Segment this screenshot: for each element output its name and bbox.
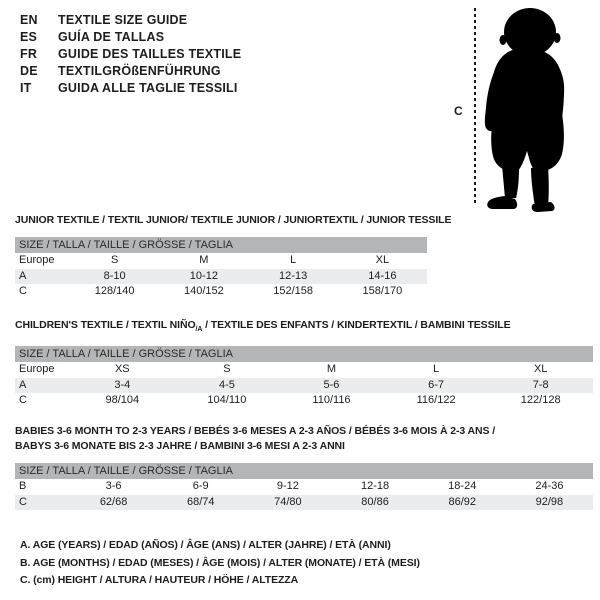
table-cell: 68/74 <box>186 495 215 508</box>
table-cell: 4-5 <box>218 378 235 391</box>
table-cell: 5-6 <box>323 378 340 391</box>
language-row-es <box>20 29 241 46</box>
language-header <box>20 12 241 97</box>
junior-textile-table <box>15 237 427 300</box>
table-cell: 6-7 <box>428 378 445 391</box>
table-cell: 116/122 <box>416 394 456 407</box>
table-cell: 98/104 <box>105 394 140 407</box>
title-part: / TEXTILE DES ENFANTS / KINDERTEXTIL / BAMBINI TESSILE <box>202 319 511 331</box>
table-cell: 14-16 <box>368 269 397 282</box>
table-cell: 8-10 <box>103 269 126 282</box>
table-cell: 6-9 <box>192 480 209 492</box>
table-row-age <box>15 269 427 285</box>
table-cell: M <box>326 363 337 376</box>
size-header-row: SIZE / TALLA / TAILLE / GRÖSSE / TAGLIA <box>15 237 427 253</box>
babies-title-line1: BABIES 3-6 MONTH TO 2-3 YEARS / BEBÉS 3-6 MESES A 2-3 AÑOS / BÉBÉS 3-6 MOIS À 2-3 ANS / <box>15 425 496 437</box>
language-code: IT <box>20 81 32 95</box>
language-title: TEXTILGRÖßENFÜHRUNG <box>58 64 221 78</box>
childrens-textile-title <box>15 318 593 337</box>
table-cell: M <box>199 254 209 266</box>
table-cell: L <box>290 254 297 266</box>
table-cell: 80/86 <box>361 495 389 508</box>
table-cell: XL <box>375 254 390 266</box>
table-cell: 3-6 <box>105 480 122 492</box>
language-row-fr <box>20 46 241 63</box>
table-cell: 12-18 <box>361 480 390 492</box>
table-cell: 152/158 <box>273 285 313 297</box>
row-label: C <box>19 285 27 297</box>
table-cell: L <box>433 363 440 376</box>
table-row-height <box>15 284 427 300</box>
footnote-c: C. (cm) HEIGHT / ALTURA / HAUTEUR / HÖHE / ALTEZZA <box>20 574 299 586</box>
table-cell: 18-24 <box>448 480 477 492</box>
size-header-row: SIZE / TALLA / TAILLE / GRÖSSE / TAGLIA <box>15 463 593 479</box>
baby-silhouette <box>480 6 576 212</box>
junior-textile-section <box>15 213 593 300</box>
table-row-age-months <box>15 479 593 495</box>
footnote-a: A. AGE (YEARS) / EDAD (AÑOS) / ÂGE (ANS) / ALTER (JAHRE) / ETÀ (ANNI) <box>20 539 391 551</box>
language-title: TEXTILE SIZE GUIDE <box>58 13 188 27</box>
table-cell: 128/140 <box>94 285 135 297</box>
row-label: Europe <box>19 363 55 376</box>
babies-table <box>15 463 593 510</box>
height-measure-label: C <box>454 104 463 118</box>
table-cell: 86/92 <box>448 495 476 508</box>
table-cell: 24-36 <box>535 480 564 492</box>
language-row-en <box>20 12 241 29</box>
table-row-height <box>15 495 593 511</box>
table-cell: 122/128 <box>520 394 561 407</box>
table-cell: 110/116 <box>312 394 351 407</box>
childrens-textile-section <box>15 318 593 409</box>
table-cell: 10-12 <box>189 269 218 282</box>
table-cell: S <box>110 254 119 266</box>
table-cell: 9-12 <box>276 480 299 492</box>
babies-section <box>15 424 593 510</box>
footnotes <box>20 537 420 590</box>
row-label: Europe <box>19 254 55 266</box>
table-row-age <box>15 378 593 394</box>
table-cell: 3-4 <box>114 378 131 391</box>
junior-textile-title: JUNIOR TEXTILE / TEXTIL JUNIOR/ TEXTILE JUNIOR / JUNIORTEXTIL / JUNIOR TESSILE <box>15 214 452 226</box>
title-subscript: /A <box>195 326 203 334</box>
table-row-europe <box>15 253 427 269</box>
table-row-height <box>15 393 593 409</box>
table-cell: 12-13 <box>279 269 308 282</box>
language-code: EN <box>20 13 38 27</box>
table-cell: 62/68 <box>99 495 128 508</box>
row-label: C <box>19 495 27 508</box>
language-title: GUÍA DE TALLAS <box>58 30 165 44</box>
table-cell: 140/152 <box>183 285 224 297</box>
title-part: CHILDREN'S TEXTILE / TEXTIL NIÑO <box>15 319 196 331</box>
table-cell: 74/80 <box>274 495 302 508</box>
height-measure-dashed-line <box>474 8 476 206</box>
table-cell: 7-8 <box>532 378 549 391</box>
table-cell: S <box>223 363 231 376</box>
language-title: GUIDA ALLE TAGLIE TESSILI <box>58 81 238 95</box>
babies-title-line2: BABYS 3-6 MONATE BIS 2-3 JAHRE / BAMBINI 3-6 MESI A 2-3 ANNI <box>15 440 345 452</box>
language-title: GUIDE DES TAILLES TEXTILE <box>58 47 242 61</box>
row-label: C <box>19 394 27 407</box>
footnote-b: B. AGE (MONTHS) / EDAD (MESES) / ÂGE (MOIS) / ALTER (MONATE) / ETÀ (MESI) <box>20 556 420 569</box>
language-code: DE <box>20 64 38 78</box>
row-label: A <box>19 378 27 391</box>
table-cell: 104/110 <box>207 394 247 407</box>
language-row-it <box>20 80 241 97</box>
table-cell: 158/170 <box>362 285 403 297</box>
row-label: A <box>19 269 27 282</box>
language-row-de <box>20 63 241 80</box>
table-cell: XL <box>533 363 548 376</box>
size-header-row: SIZE / TALLA / TAILLE / GRÖSSE / TAGLIA <box>15 346 593 362</box>
table-cell: XS <box>114 363 130 376</box>
language-code: ES <box>20 30 38 44</box>
language-code: FR <box>20 47 38 61</box>
row-label: B <box>19 480 27 492</box>
table-cell: 92/98 <box>535 495 564 508</box>
childrens-textile-table <box>15 346 593 409</box>
table-row-europe <box>15 362 593 378</box>
